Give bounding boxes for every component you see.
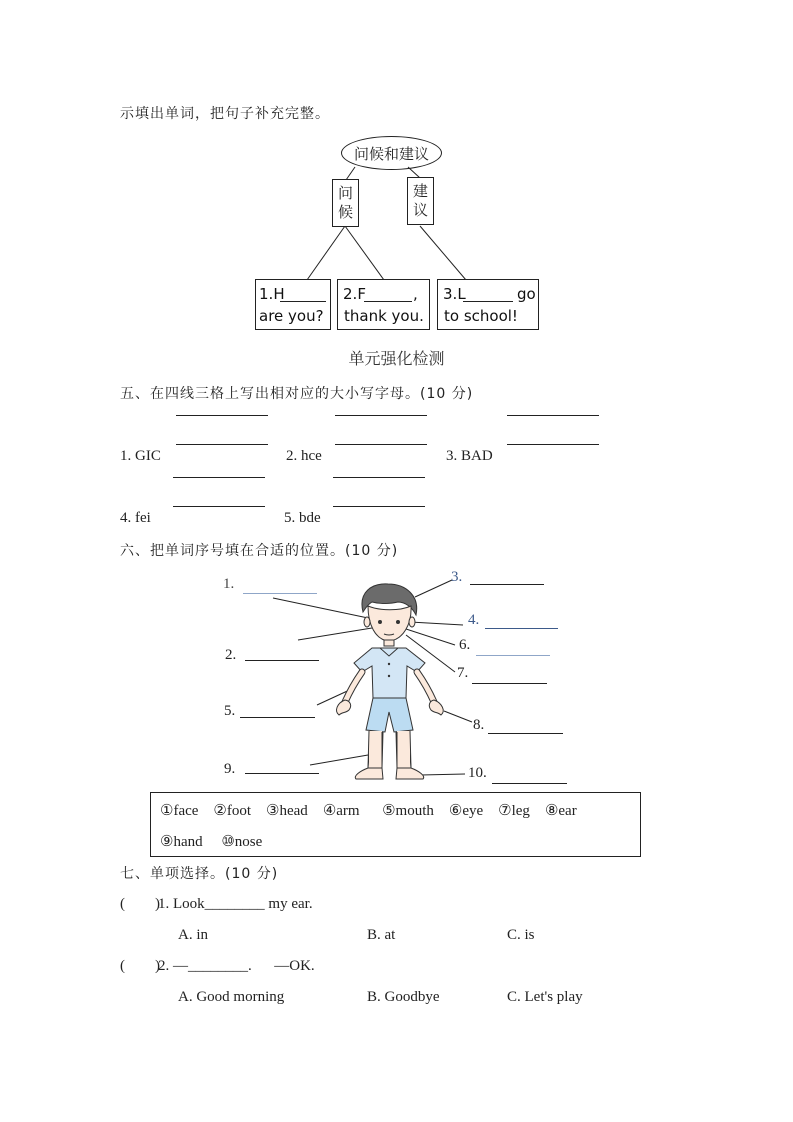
q7-2-option-b[interactable]: B. Goodbye (367, 989, 440, 1005)
diagram-root-label: 问候和建议 (353, 144, 429, 163)
q6-blank-7[interactable] (472, 683, 547, 684)
word-bank-item: ②foot (213, 803, 252, 819)
q7-2-answer-paren[interactable]: ( ) (120, 958, 160, 974)
branch-greeting-char-2: 候 (337, 203, 353, 221)
word-bank-item: ⑨hand (160, 834, 203, 850)
leaf-3-number: 3. (443, 285, 458, 303)
q6-label-7: 7. (457, 665, 469, 681)
instruction-top: 示填出单词，把句子补充完整。 (120, 106, 330, 122)
q6-heading: 六、把单词序号填在合适的位置。(10 分) (120, 543, 399, 559)
q5-heading: 五、在四线三格上写出相对应的大小写字母。(10 分) (120, 386, 474, 402)
branch-greeting-char-1: 问 (337, 184, 353, 202)
q6-blank-8[interactable] (488, 733, 563, 734)
q6-blank-2[interactable] (245, 660, 319, 661)
branch-suggestion-char-1: 建 (412, 182, 428, 200)
q7-1-answer-paren[interactable]: ( ) (120, 896, 160, 912)
q6-label-6: 6. (459, 637, 471, 653)
word-bank-item: ⑦leg (498, 803, 530, 819)
leaf-1-letter: H (273, 285, 285, 303)
word-bank-item: ④arm (322, 803, 360, 819)
q6-label-1: 1. (223, 576, 235, 592)
word-bank-item: ⑤mouth (382, 803, 434, 819)
word-bank-item: ⑧ear (544, 803, 577, 819)
q5-item-2: 2. hce (286, 448, 322, 464)
q5-item-4: 4. fei (120, 510, 151, 526)
q6-label-8: 8. (473, 717, 485, 733)
leaf-1-number: 1. (259, 285, 274, 303)
q6-label-5: 5. (224, 703, 236, 719)
q6-blank-9[interactable] (245, 773, 319, 774)
leaf-2-comma: , (413, 285, 418, 303)
q6-blank-5[interactable] (240, 717, 315, 718)
q6-label-2: 2. (225, 647, 237, 663)
section-title: 单元强化检测 (348, 349, 445, 368)
q6-blank-10[interactable] (492, 783, 567, 784)
q6-blank-1[interactable] (243, 593, 317, 594)
leaf-1-line2: are you? (259, 307, 324, 325)
leaf-2-letter: F (357, 285, 366, 303)
q6-blank-6[interactable] (476, 655, 550, 656)
q6-blank-4[interactable] (485, 628, 558, 629)
word-bank-item: ①face (160, 803, 199, 819)
q7-1-option-c[interactable]: C. is (507, 927, 535, 943)
branch-suggestion-char-2: 议 (412, 201, 428, 219)
q6-blank-3[interactable] (470, 584, 544, 585)
q6-label-9: 9. (224, 761, 236, 777)
q7-1-option-a[interactable]: A. in (178, 927, 208, 943)
leaf-3-go: go (517, 285, 536, 303)
q7-2-option-c[interactable]: C. Let's play (507, 989, 583, 1005)
q5-item-1: 1. GIC (120, 448, 161, 464)
q6-label-10: 10. (468, 765, 487, 781)
leaf-2-line2: thank you. (344, 307, 424, 325)
word-bank (150, 792, 641, 857)
q6-label-4: 4. (468, 612, 480, 628)
word-bank-item: ⑩nose (221, 834, 263, 850)
leaf-3-line2: to school! (444, 307, 518, 325)
word-bank-item: ③head (266, 803, 308, 819)
q5-item-5: 5. bde (284, 510, 321, 526)
q7-heading: 七、单项选择。(10 分) (120, 866, 279, 882)
leaf-3-letter: L (457, 285, 466, 303)
leaf-2-number: 2. (343, 285, 358, 303)
q7-2-stem: 2. —________. —OK. (158, 958, 315, 974)
word-bank-item: ⑥eye (448, 803, 484, 819)
q7-2-option-a[interactable]: A. Good morning (178, 989, 285, 1005)
q7-1-option-b[interactable]: B. at (367, 927, 396, 943)
q6-label-3: 3. (451, 569, 463, 585)
q5-item-3: 3. BAD (446, 448, 493, 464)
q7-1-stem: 1. Look________ my ear. (158, 896, 313, 912)
